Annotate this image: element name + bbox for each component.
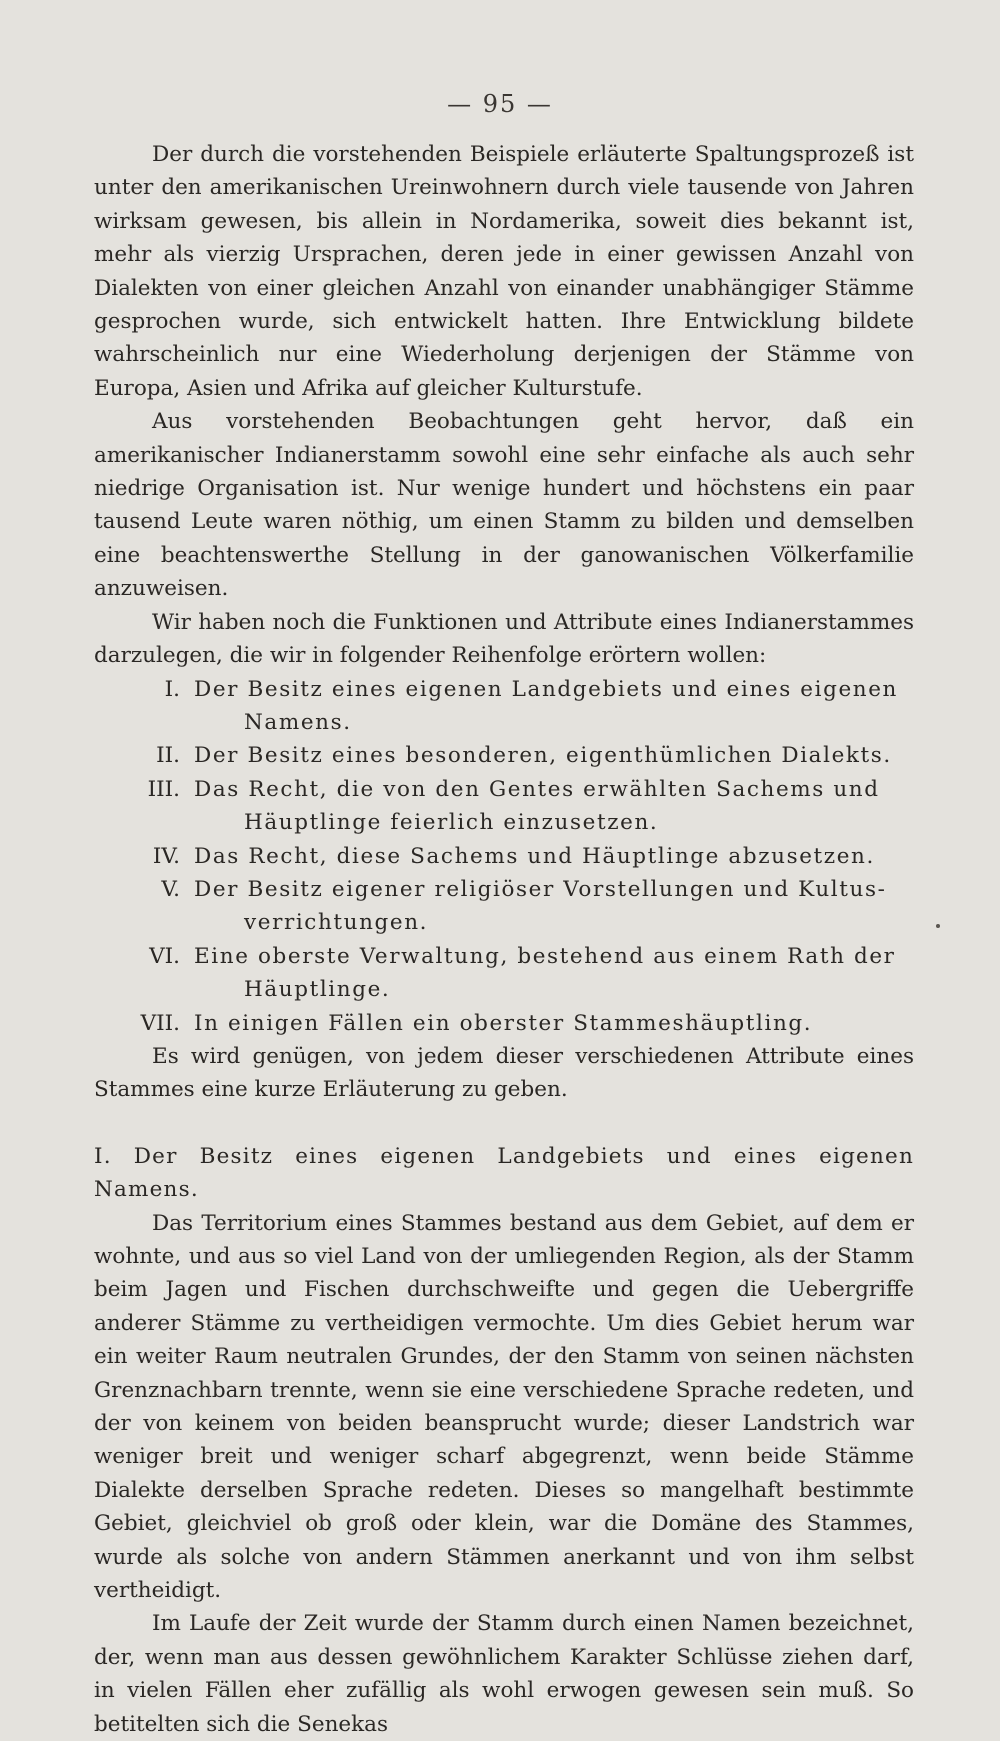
list-item-continuation: Namens.	[244, 709, 352, 735]
paragraph: Der durch die vorstehenden Beispiele erläuterte Spaltungsprozeß ist unter den amerikanischen Ureinwohnern durch viele tausende von Jahren wirksam gewesen, bis allein in Nordamerika, soweit dies bekannt ist, mehr als vierzig Ursprachen, deren jede in einer gewissen Anzahl von Dialekten von einer gleichen Anzahl von einander unabhängiger Stämme gesprochen wurde, sich entwickelt hatten. Ihre Entwicklung bildete wahrscheinlich nur eine Wiederholung derjenigen der Stämme von Europa, Asien und Afrika auf gleicher Kulturstufe.	[94, 142, 914, 401]
list-item	[94, 773, 914, 840]
paragraph: Aus vorstehenden Beobachtungen geht hervor, daß ein amerikanischer Indianerstamm sowohl eine sehr einfache als auch sehr niedrige Organisation ist. Nur wenige hundert und höchstens ein paar tausend Leute waren nöthig, um einen Stamm zu bilden und demselben eine beachtenswerthe Stellung in der ganowanischen Völkerfamilie anzuweisen.	[94, 409, 914, 602]
list-item	[94, 940, 914, 1007]
list-item-text: Der Besitz eines eigenen Landgebiets und eines eigenen	[194, 676, 898, 702]
list-item-continuation: Häuptlinge feierlich einzusetzen.	[244, 810, 659, 836]
list-item	[94, 739, 914, 772]
list-item	[94, 873, 914, 940]
list-item-number: III.	[147, 776, 180, 802]
list-item-number: IV.	[152, 843, 180, 869]
page-body	[94, 138, 914, 1741]
section-heading: I. Der Besitz eines eigenen Landgebiets und eines eigenen Namens.	[94, 1143, 914, 1203]
list-item-number: II.	[156, 743, 180, 769]
paragraph: Es wird genügen, von jedem dieser verschiedenen Attribute eines Stammes eine kurze Erläuterung zu geben.	[94, 1043, 914, 1103]
list-item-number: I.	[164, 676, 180, 702]
list-item	[94, 840, 914, 873]
list-item-text: Das Recht, die von den Gentes erwählten Sachems und	[194, 776, 880, 802]
list-item-number: V.	[161, 876, 180, 902]
list-item-text: Eine oberste Verwaltung, bestehend aus einem Rath der	[194, 943, 896, 969]
ink-speck	[936, 924, 940, 928]
page-number: — 95 —	[447, 90, 553, 118]
list-item-continuation: verrichtungen.	[244, 910, 429, 936]
paragraph: Das Territorium eines Stammes bestand aus dem Gebiet, auf dem er wohnte, und aus so viel Land von der umliegenden Region, als der Stamm beim Jagen und Fischen durchschweifte und gegen die Uebergriffe anderer Stämme zu vertheidigen vermochte. Um dies Gebiet herum war ein weiter Raum neutralen Grundes, der den Stamm von seinen nächsten Grenznachbarn trennte, wenn sie eine verschiedene Sprache redeten, und der von keinem von beiden beansprucht wurde; dieser Landstrich war weniger breit und weniger scharf abgegrenzt, wenn beide Stämme Dialekte derselben Sprache redeten. Dieses so mangelhaft bestimmte Gebiet, gleichviel ob groß oder klein, war die Domäne des Stammes, wurde als solche von andern Stämmen anerkannt und von ihm selbst vertheidigt.	[94, 1210, 914, 1604]
list-item-number: VI.	[149, 943, 180, 969]
list-item-text: Der Besitz eigener religiöser Vorstellungen und Kultus-	[194, 876, 887, 902]
list-item-continuation: Häuptlinge.	[244, 977, 391, 1003]
list-item-text: Der Besitz eines besonderen, eigenthümlichen Dialekts.	[194, 743, 892, 769]
list-item-number: VII.	[140, 1010, 180, 1036]
list-item	[94, 1007, 914, 1040]
list-item-text: In einigen Fällen ein oberster Stammeshäuptling.	[194, 1010, 813, 1036]
paragraph: Wir haben noch die Funktionen und Attribute eines Indianerstammes darzulegen, die wir in folgender Reihenfolge erörtern wollen:	[94, 609, 914, 669]
list-item-text: Das Recht, diese Sachems und Häuptlinge abzusetzen.	[194, 843, 875, 869]
paragraph: Im Laufe der Zeit wurde der Stamm durch einen Namen bezeichnet, der, wenn man aus dessen gewöhnlichem Karakter Schlüsse ziehen darf, in vielen Fällen eher zufällig als wohl erwogen gewesen sein muß. So betitelten sich die Senekas	[94, 1611, 914, 1737]
section	[94, 1140, 914, 1207]
list-item	[94, 673, 914, 740]
attribute-list	[94, 673, 914, 1040]
